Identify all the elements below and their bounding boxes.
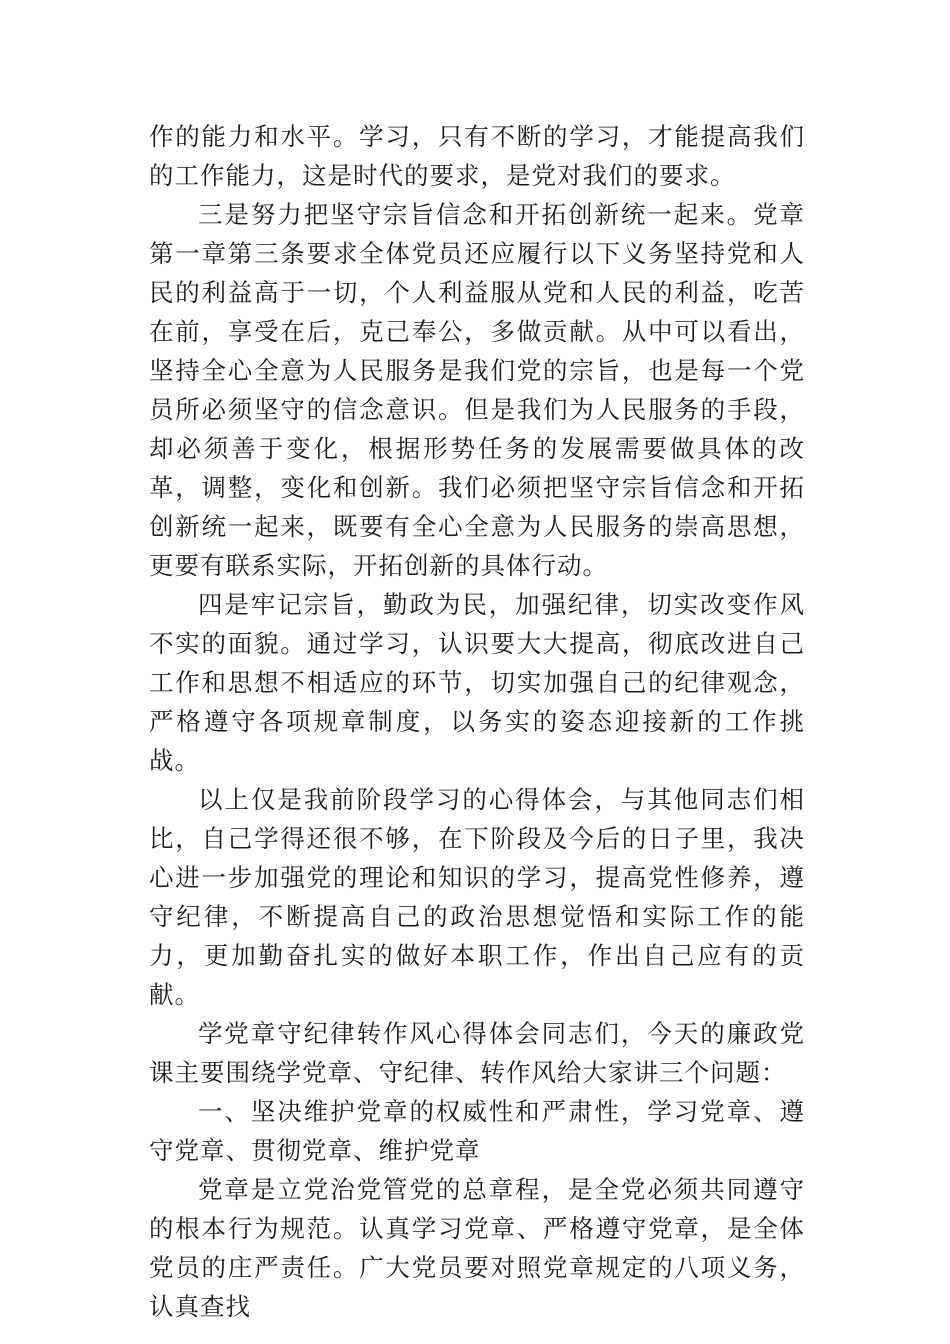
paragraph-6: 党章是立党治党管党的总章程，是全党必须共同遵守的根本行为规范。认真学习党章、严格遵守党章，是全体党员的庄严责任。广大党员要对照党章规定的八项义务，认真查找 [149,1175,805,1321]
paragraph-4: 以上仅是我前阶段学习的心得体会，与其他同志们相比，自己学得还很不够，在下阶段及今后的日子里，我决心进一步加强党的理论和知识的学习，提高党性修养，遵守纪律，不断提高自己的政治思想觉悟和实际工作的能力，更加勤奋扎实的做好本职工作，作出自己应有的贡献。 [149,785,805,1009]
paragraph-2: 三是努力把坚守宗旨信念和开拓创新统一起来。党章第一章第三条要求全体党员还应履行以下义务坚持党和人民的利益高于一切，个人利益服从党和人民的利益，吃苦在前，享受在后，克己奉公，多做贡献。从中可以看出，坚持全心全意为人民服务是我们党的宗旨，也是每一个党员所必须坚守的信念意识。但是我们为人民服务的手段，却必须善于变化，根据形势任务的发展需要做具体的改革，调整，变化和创新。我们必须把坚守宗旨信念和开拓创新统一起来，既要有全心全意为人民服务的崇高思想，更要有联系实际，开拓创新的具体行动。 [149,200,805,580]
paragraph-3: 四是牢记宗旨，勤政为民，加强纪律，切实改变作风不实的面貌。通过学习，认识要大大提高，彻底改进自己工作和思想不相适应的环节，切实加强自己的纪律观念，严格遵守各项规章制度，以务实的姿态迎接新的工作挑战。 [149,590,805,775]
section-heading-1: 一、坚决维护党章的权威性和严肃性，学习党章、遵守党章、贯彻党章、维护党章 [149,1097,805,1165]
paragraph-5: 学党章守纪律转作风心得体会同志们，今天的廉政党课主要围绕学党章、守纪律、转作风给大家讲三个问题： [149,1019,805,1087]
document-body [149,117,805,1326]
paragraph-1: 作的能力和水平。学习，只有不断的学习，才能提高我们的工作能力，这是时代的要求，是党对我们的要求。 [149,122,805,190]
